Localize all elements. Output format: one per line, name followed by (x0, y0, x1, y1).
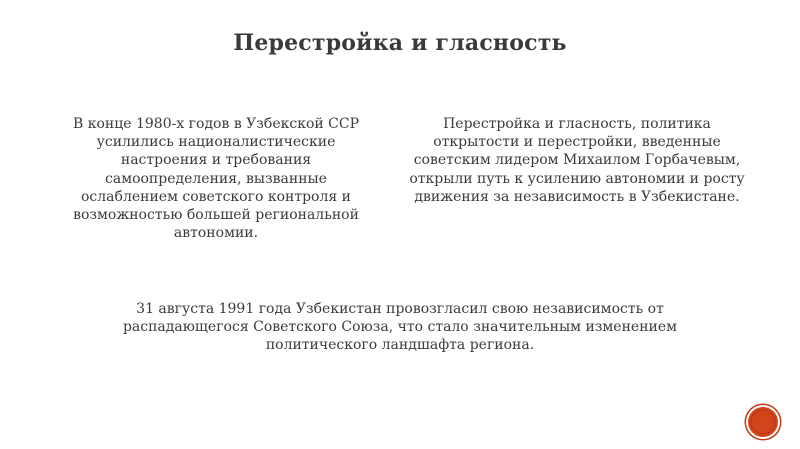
left-text-block: В конце 1980-х годов в Узбекской ССР усилились националистические настроения и требования самоопределения, вызванные ослаблением советского контроля и возможностью большей региональной автономии. (72, 116, 360, 242)
bottom-text-block: 31 августа 1991 года Узбекистан провозгласил свою независимость от распадающегося Советского Союза, что стало значительным изменением политического ландшафта региона. (122, 301, 678, 354)
slide-nav-button[interactable] (748, 407, 778, 437)
right-text-block: Перестройка и гласность, политика открытости и перестройки, введенные советским лидером Михаилом Горбачевым, открыли путь к усилению автономии и росту движения за независимость в Узбекистане. (409, 116, 745, 205)
slide-title: Перестройка и гласность (233, 30, 567, 56)
circle-button-icon (748, 407, 778, 437)
